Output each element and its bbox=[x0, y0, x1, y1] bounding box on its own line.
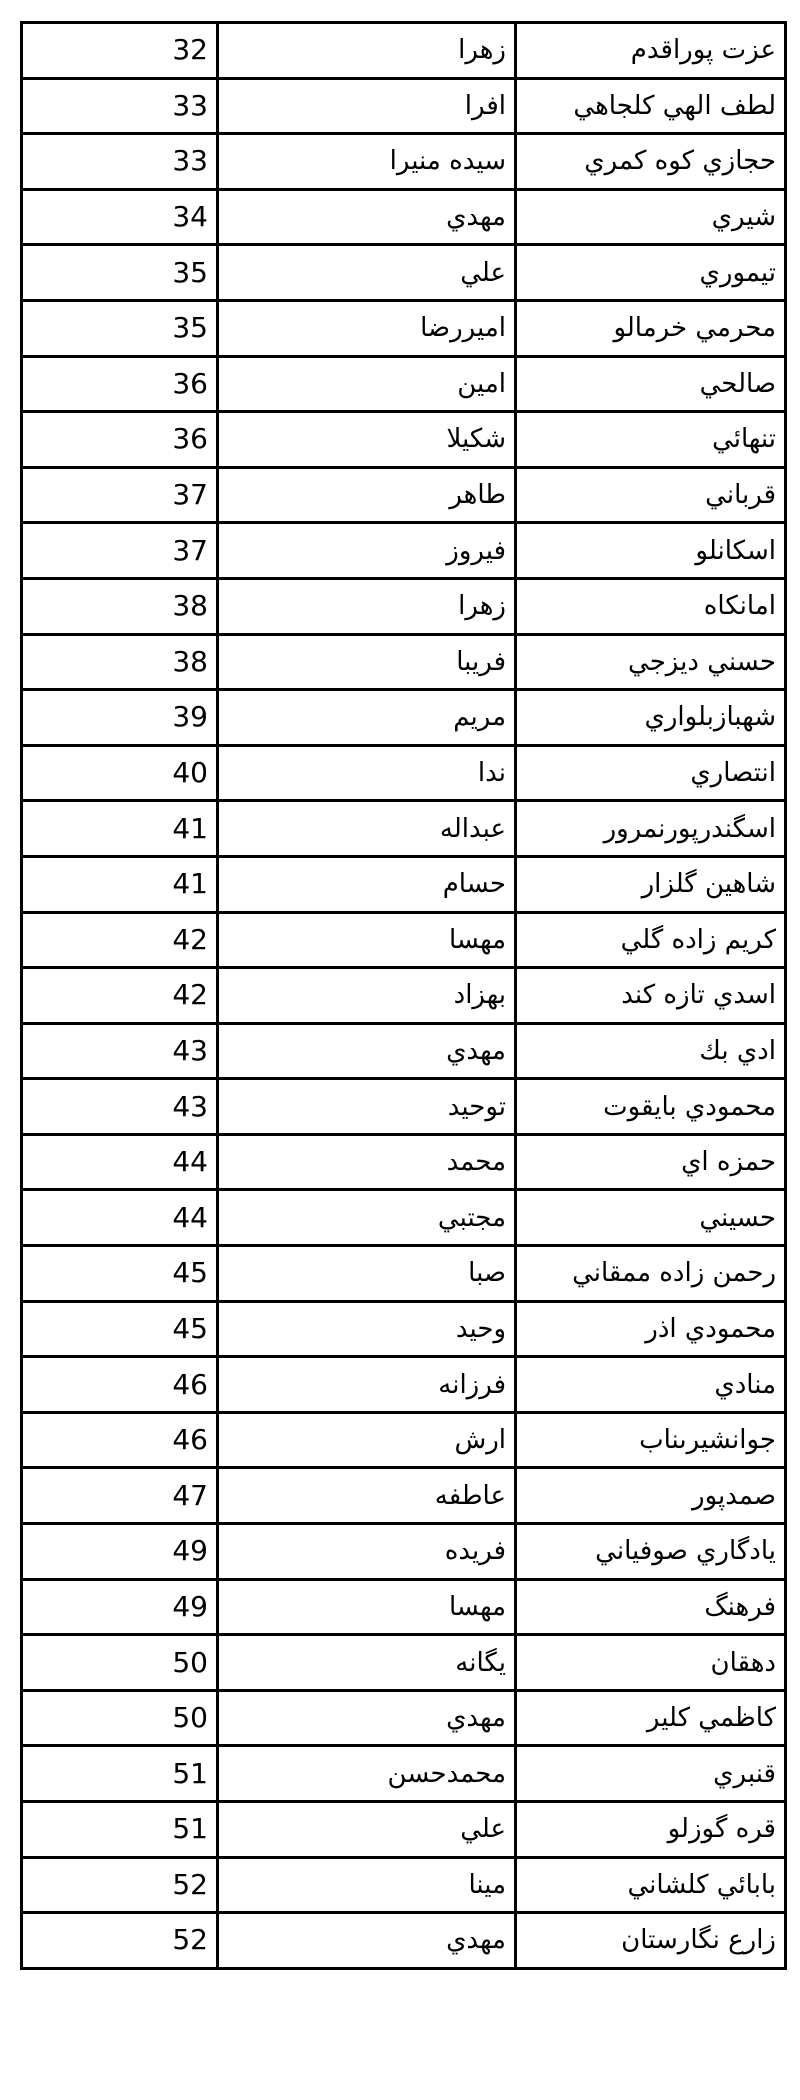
last-name-cell[interactable]: رحمن زاده ممقاني bbox=[516, 1246, 786, 1302]
table-row bbox=[22, 356, 786, 412]
last-name-cell[interactable]: امانكاه bbox=[516, 578, 786, 634]
last-name-cell[interactable]: جوانشيرىناب bbox=[516, 1412, 786, 1468]
table-row bbox=[22, 412, 786, 468]
table-row bbox=[22, 1412, 786, 1468]
last-name-cell[interactable]: شيري bbox=[516, 189, 786, 245]
spreadsheet-table bbox=[20, 21, 787, 1970]
last-name-cell[interactable]: محمودي اذر bbox=[516, 1301, 786, 1357]
first-name-cell[interactable]: زهرا bbox=[218, 23, 516, 79]
first-name-cell[interactable]: مهسا bbox=[218, 1579, 516, 1635]
table-row bbox=[22, 690, 786, 746]
last-name-cell[interactable]: حجازي كوه كمري bbox=[516, 134, 786, 190]
last-name-cell[interactable]: تيموري bbox=[516, 245, 786, 301]
table-row bbox=[22, 189, 786, 245]
last-name-cell[interactable]: محمودي بايقوت bbox=[516, 1079, 786, 1135]
last-name-cell[interactable]: اسگندرپورنمرور bbox=[516, 801, 786, 857]
value-cell[interactable]: 33 bbox=[22, 134, 218, 190]
last-name-cell[interactable]: ادي بك bbox=[516, 1023, 786, 1079]
value-cell[interactable]: 38 bbox=[22, 634, 218, 690]
last-name-cell[interactable]: محرمي خرمالو bbox=[516, 300, 786, 356]
value-cell[interactable]: 52 bbox=[22, 1913, 218, 1969]
value-cell[interactable]: 37 bbox=[22, 467, 218, 523]
value-cell[interactable]: 51 bbox=[22, 1746, 218, 1802]
value-cell[interactable]: 46 bbox=[22, 1412, 218, 1468]
first-name-cell[interactable]: مريم bbox=[218, 690, 516, 746]
table-row bbox=[22, 1802, 786, 1858]
table-row bbox=[22, 1134, 786, 1190]
last-name-cell[interactable]: يادگاري صوفياني bbox=[516, 1524, 786, 1580]
first-name-cell[interactable]: عبداله bbox=[218, 801, 516, 857]
value-cell[interactable]: 51 bbox=[22, 1802, 218, 1858]
last-name-cell[interactable]: قره گوزلو bbox=[516, 1802, 786, 1858]
table-row bbox=[22, 300, 786, 356]
first-name-cell[interactable]: مهدي bbox=[218, 1690, 516, 1746]
value-cell[interactable]: 39 bbox=[22, 690, 218, 746]
table-row bbox=[22, 1357, 786, 1413]
value-cell[interactable]: 36 bbox=[22, 356, 218, 412]
value-cell[interactable]: 49 bbox=[22, 1524, 218, 1580]
value-cell[interactable]: 35 bbox=[22, 300, 218, 356]
first-name-cell[interactable]: علي bbox=[218, 245, 516, 301]
value-cell[interactable]: 45 bbox=[22, 1246, 218, 1302]
value-cell[interactable]: 37 bbox=[22, 523, 218, 579]
table-row bbox=[22, 912, 786, 968]
table-row bbox=[22, 1746, 786, 1802]
last-name-cell[interactable]: منادي bbox=[516, 1357, 786, 1413]
first-name-cell[interactable]: فريبا bbox=[218, 634, 516, 690]
value-cell[interactable]: 32 bbox=[22, 23, 218, 79]
table-row bbox=[22, 1579, 786, 1635]
first-name-cell[interactable]: فريده bbox=[218, 1524, 516, 1580]
value-cell[interactable]: 42 bbox=[22, 968, 218, 1024]
table-row bbox=[22, 1635, 786, 1691]
value-cell[interactable]: 34 bbox=[22, 189, 218, 245]
last-name-cell[interactable]: شاهين گلزار bbox=[516, 856, 786, 912]
last-name-cell[interactable]: كاظمي كلير bbox=[516, 1690, 786, 1746]
last-name-cell[interactable]: حسني ديزجي bbox=[516, 634, 786, 690]
last-name-cell[interactable]: تنهائي bbox=[516, 412, 786, 468]
first-name-cell[interactable]: زهرا bbox=[218, 578, 516, 634]
value-cell[interactable]: 41 bbox=[22, 856, 218, 912]
value-cell[interactable]: 44 bbox=[22, 1134, 218, 1190]
first-name-cell[interactable]: يگانه bbox=[218, 1635, 516, 1691]
last-name-cell[interactable]: اسدي تازه كند bbox=[516, 968, 786, 1024]
value-cell[interactable]: 43 bbox=[22, 1023, 218, 1079]
last-name-cell[interactable]: كريم زاده گلي bbox=[516, 912, 786, 968]
value-cell[interactable]: 50 bbox=[22, 1690, 218, 1746]
table-row bbox=[22, 467, 786, 523]
table-row bbox=[22, 1690, 786, 1746]
value-cell[interactable]: 44 bbox=[22, 1190, 218, 1246]
last-name-cell[interactable]: حمزه اي bbox=[516, 1134, 786, 1190]
last-name-cell[interactable]: انتصاري bbox=[516, 745, 786, 801]
last-name-cell[interactable]: لطف الهي كلجاهي bbox=[516, 78, 786, 134]
first-name-cell[interactable]: بهزاد bbox=[218, 968, 516, 1024]
first-name-cell[interactable]: مهدي bbox=[218, 1023, 516, 1079]
first-name-cell[interactable]: ارش bbox=[218, 1412, 516, 1468]
last-name-cell[interactable]: حسيني bbox=[516, 1190, 786, 1246]
value-cell[interactable]: 38 bbox=[22, 578, 218, 634]
first-name-cell[interactable]: محمدحسن bbox=[218, 1746, 516, 1802]
value-cell[interactable]: 49 bbox=[22, 1579, 218, 1635]
value-cell[interactable]: 45 bbox=[22, 1301, 218, 1357]
table-row bbox=[22, 634, 786, 690]
table-row bbox=[22, 1524, 786, 1580]
first-name-cell[interactable]: مهسا bbox=[218, 912, 516, 968]
last-name-cell[interactable]: صالحي bbox=[516, 356, 786, 412]
first-name-cell[interactable]: شكيلا bbox=[218, 412, 516, 468]
first-name-cell[interactable]: محمد bbox=[218, 1134, 516, 1190]
first-name-cell[interactable]: توحيد bbox=[218, 1079, 516, 1135]
table-row bbox=[22, 1246, 786, 1302]
last-name-cell[interactable]: عزت پوراقدم bbox=[516, 23, 786, 79]
table-row bbox=[22, 578, 786, 634]
last-name-cell[interactable]: صمدپور bbox=[516, 1468, 786, 1524]
first-name-cell[interactable]: اميررضا bbox=[218, 300, 516, 356]
value-cell[interactable]: 40 bbox=[22, 745, 218, 801]
table-row bbox=[22, 1468, 786, 1524]
first-name-cell[interactable]: ندا bbox=[218, 745, 516, 801]
last-name-cell[interactable]: قرباني bbox=[516, 467, 786, 523]
table-row bbox=[22, 968, 786, 1024]
table-row bbox=[22, 1079, 786, 1135]
table-body bbox=[22, 23, 786, 1969]
value-cell[interactable]: 41 bbox=[22, 801, 218, 857]
table-row bbox=[22, 78, 786, 134]
first-name-cell[interactable]: طاهر bbox=[218, 467, 516, 523]
value-cell[interactable]: 33 bbox=[22, 78, 218, 134]
table-row bbox=[22, 1023, 786, 1079]
first-name-cell[interactable]: مهدي bbox=[218, 1913, 516, 1969]
last-name-cell[interactable]: اسكانلو bbox=[516, 523, 786, 579]
value-cell[interactable]: 52 bbox=[22, 1857, 218, 1913]
last-name-cell[interactable]: فرهنگ bbox=[516, 1579, 786, 1635]
first-name-cell[interactable]: فيروز bbox=[218, 523, 516, 579]
first-name-cell[interactable]: علي bbox=[218, 1802, 516, 1858]
table-row bbox=[22, 1190, 786, 1246]
last-name-cell[interactable]: زارع نگارستان bbox=[516, 1913, 786, 1969]
first-name-cell[interactable]: سيده منيرا bbox=[218, 134, 516, 190]
value-cell[interactable]: 47 bbox=[22, 1468, 218, 1524]
value-cell[interactable]: 36 bbox=[22, 412, 218, 468]
first-name-cell[interactable]: فرزانه bbox=[218, 1357, 516, 1413]
value-cell[interactable]: 43 bbox=[22, 1079, 218, 1135]
first-name-cell[interactable]: صبا bbox=[218, 1246, 516, 1302]
first-name-cell[interactable]: حسام bbox=[218, 856, 516, 912]
table-row bbox=[22, 1857, 786, 1913]
table-row bbox=[22, 245, 786, 301]
first-name-cell[interactable]: مجتبي bbox=[218, 1190, 516, 1246]
value-cell[interactable]: 35 bbox=[22, 245, 218, 301]
last-name-cell[interactable]: قنبري bbox=[516, 1746, 786, 1802]
first-name-cell[interactable]: مهدي bbox=[218, 189, 516, 245]
first-name-cell[interactable]: وحيد bbox=[218, 1301, 516, 1357]
table-row bbox=[22, 23, 786, 79]
value-cell[interactable]: 50 bbox=[22, 1635, 218, 1691]
table-row bbox=[22, 523, 786, 579]
table-row bbox=[22, 856, 786, 912]
first-name-cell[interactable]: عاطفه bbox=[218, 1468, 516, 1524]
last-name-cell[interactable]: شهبازبلواري bbox=[516, 690, 786, 746]
table-row bbox=[22, 801, 786, 857]
value-cell[interactable]: 46 bbox=[22, 1357, 218, 1413]
last-name-cell[interactable]: بابائي كلشاني bbox=[516, 1857, 786, 1913]
last-name-cell[interactable]: دهقان bbox=[516, 1635, 786, 1691]
first-name-cell[interactable]: مينا bbox=[218, 1857, 516, 1913]
first-name-cell[interactable]: امين bbox=[218, 356, 516, 412]
table-row bbox=[22, 745, 786, 801]
table-row bbox=[22, 1301, 786, 1357]
value-cell[interactable]: 42 bbox=[22, 912, 218, 968]
first-name-cell[interactable]: افرا bbox=[218, 78, 516, 134]
table-row bbox=[22, 1913, 786, 1969]
table-row bbox=[22, 134, 786, 190]
